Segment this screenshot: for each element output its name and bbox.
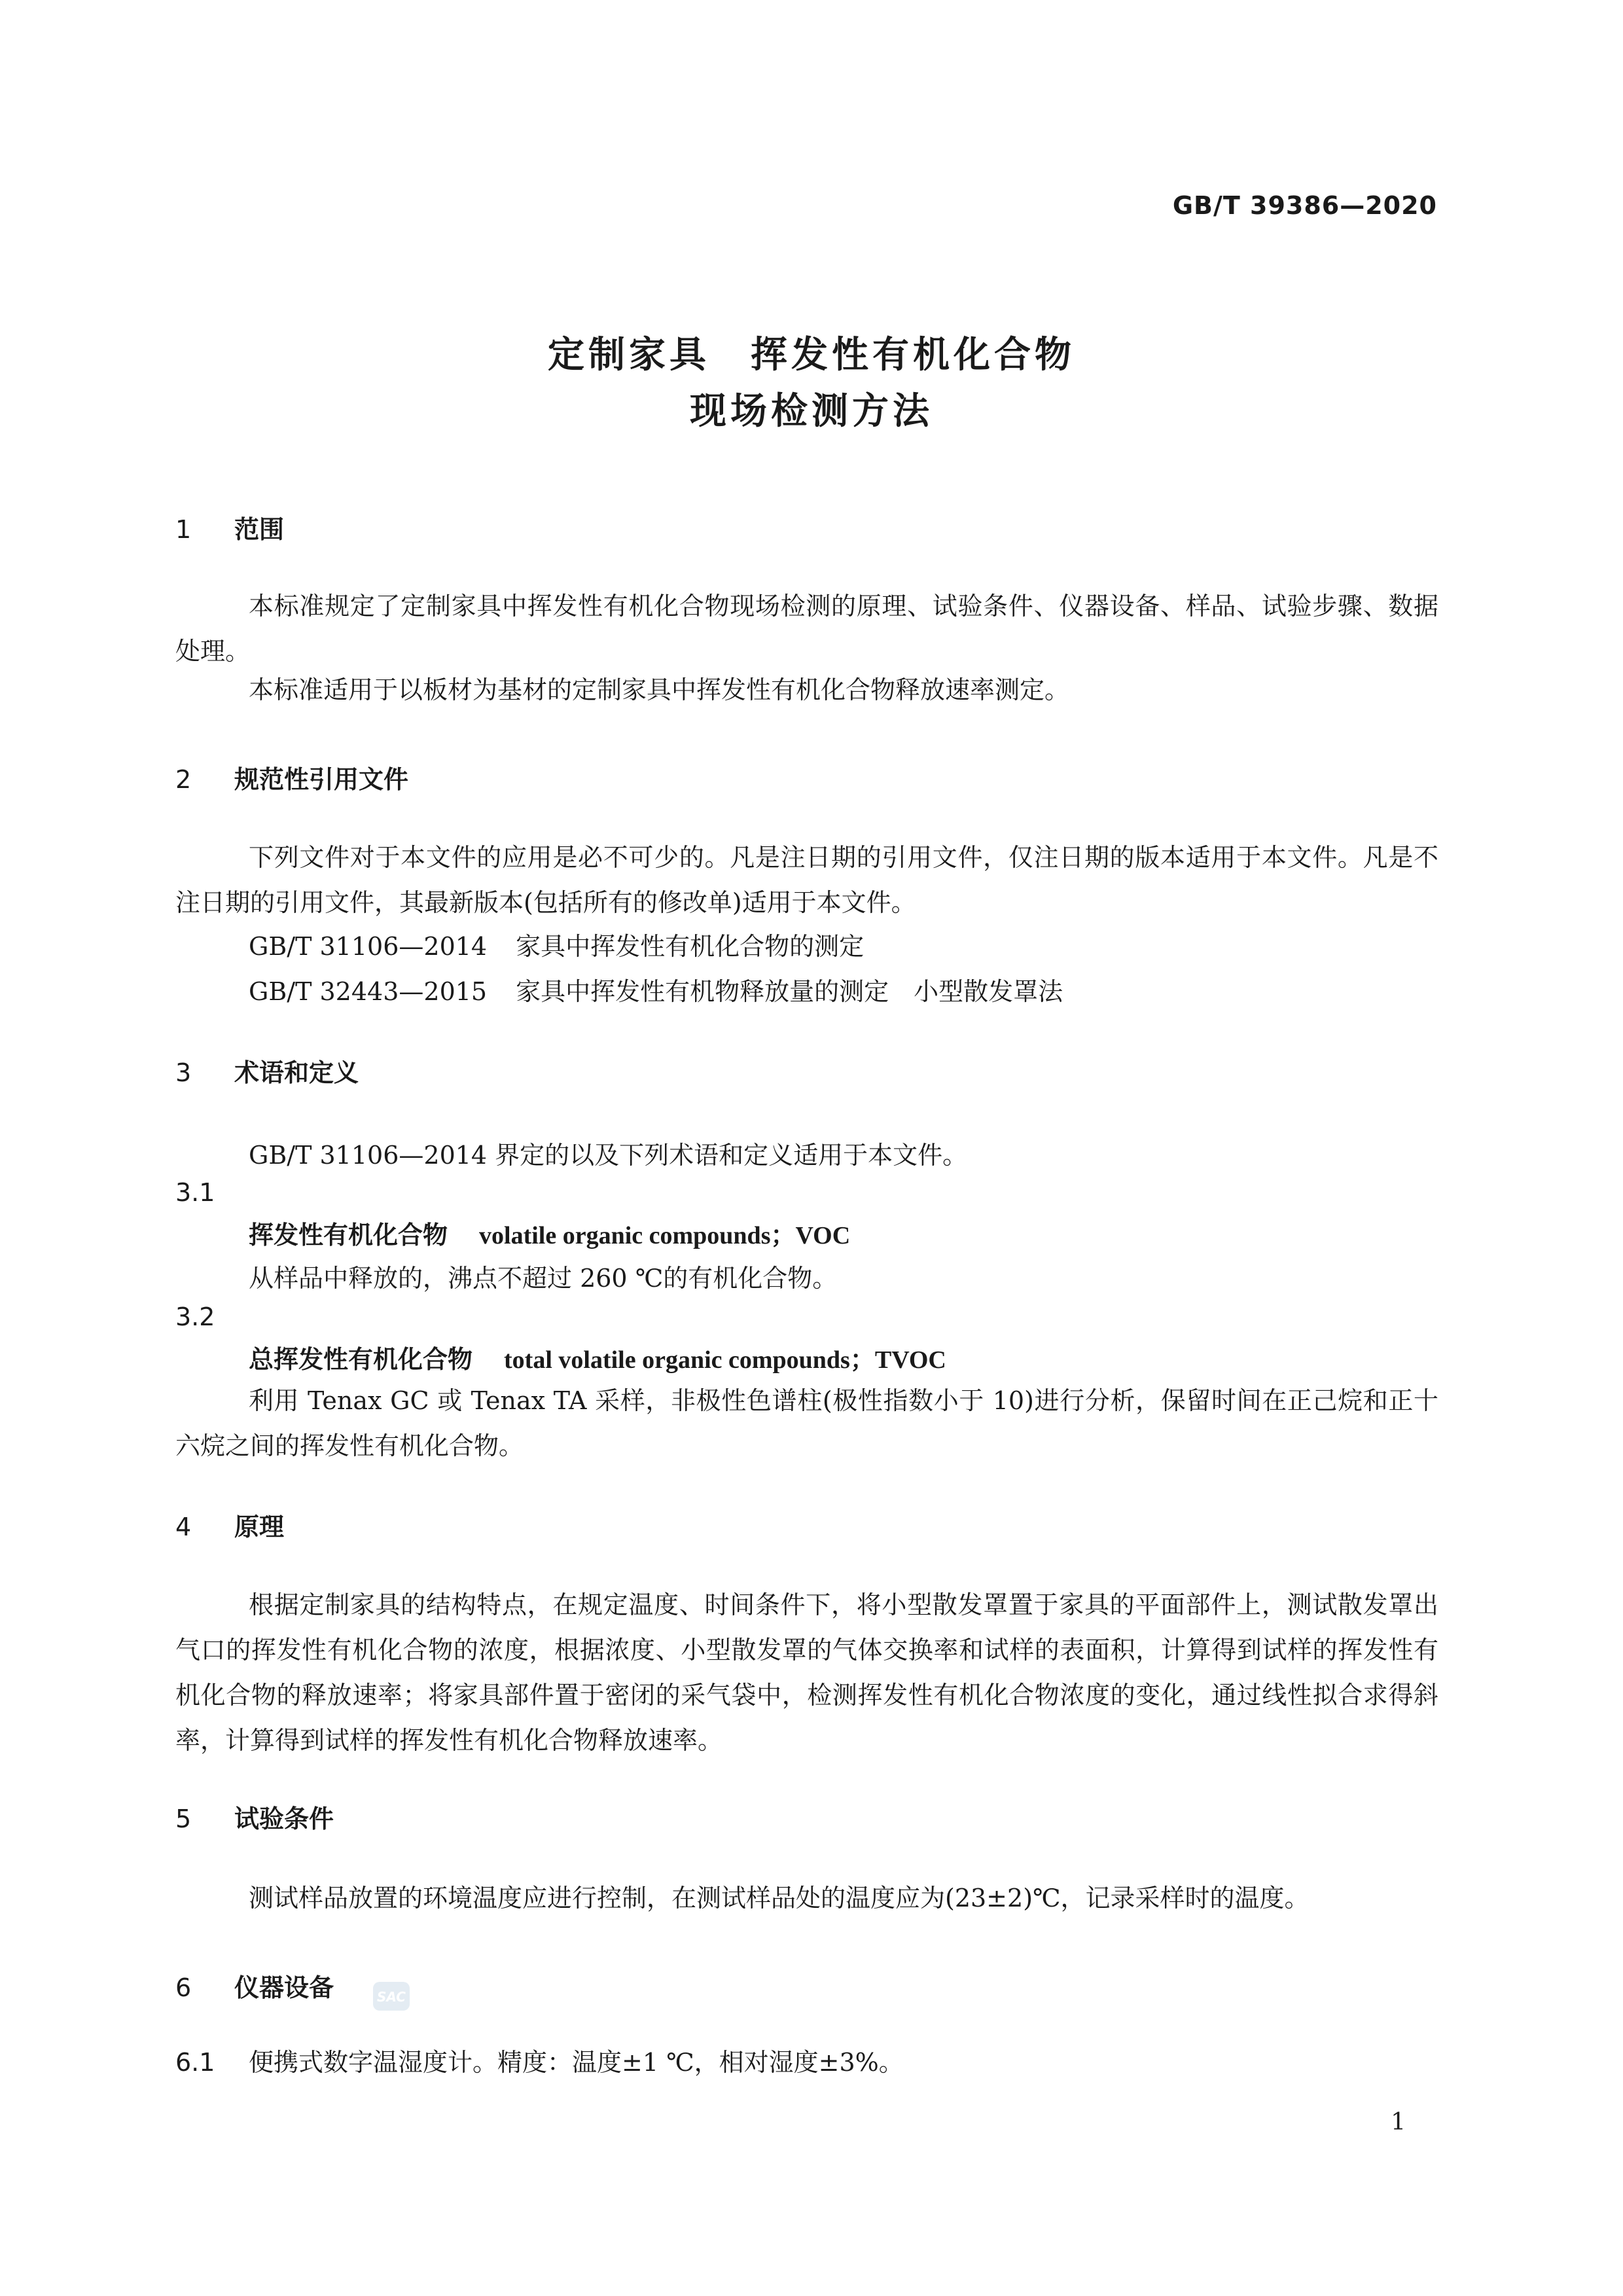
reference-code: GB/T 32443—2015 — [249, 977, 488, 1006]
section-2-paragraph-1: 下列文件对于本文件的应用是必不可少的。凡是注日期的引用文件，仅注日期的版本适用于本文件。凡是不注日期的引用文件，其最新版本(包括所有的修改单)适用于本文件。 — [175, 843, 1438, 917]
document-title-line2: 现场检测方法 — [690, 390, 933, 433]
term-number: 3.1 — [175, 1178, 215, 1207]
reference-item — [249, 926, 864, 962]
section-1-paragraph-1: 本标准规定了定制家具中挥发性有机化合物现场检测的原理、试验条件、仪器设备、样品、试验步骤、数据处理。 — [175, 592, 1438, 666]
section-6-heading — [175, 1967, 334, 2003]
item-text: 便携式数字温湿度计。精度：温度±1 ℃，相对湿度±3%。 — [249, 2048, 904, 2077]
term-zh: 总挥发性有机化合物 — [249, 1345, 473, 1374]
section-2-heading — [175, 759, 408, 795]
section-5-paragraph-1: 测试样品放置的环境温度应进行控制，在测试样品处的温度应为(23±2)℃，记录采样时的温度。 — [249, 1884, 1310, 1912]
section-4-heading — [175, 1507, 284, 1543]
reference-item — [249, 971, 1063, 1007]
section-1-heading — [175, 509, 284, 545]
term-number: 3.2 — [175, 1302, 215, 1331]
section-title: 仪器设备 — [234, 1973, 334, 2002]
section-3-heading — [175, 1052, 359, 1088]
term-heading — [249, 1339, 946, 1375]
reference-title: 家具中挥发性有机化合物的测定 — [516, 932, 865, 961]
section-title: 规范性引用文件 — [234, 765, 409, 794]
section-4-paragraph-1: 根据定制家具的结构特点，在规定温度、时间条件下，将小型散发罩置于家具的平面部件上，测试散发罩出气口的挥发性有机化合物的浓度，根据浓度、小型散发罩的气体交换率和试样的表面积，计算得到试样的挥发性有机化合物的释放速率；将家具部件置于密闭的采气袋中，检测挥发性有机化合物浓度的变化，通过线性拟合求得斜率，计算得到试样的挥发性有机化合物释放速率。 — [175, 1590, 1438, 1755]
section-title: 术语和定义 — [234, 1058, 359, 1087]
section-number: 6 — [175, 1973, 192, 2002]
section-5-heading — [175, 1799, 334, 1835]
section-number: 2 — [175, 765, 192, 794]
section-number: 5 — [175, 1804, 192, 1833]
reference-title: 家具中挥发性有机物释放量的测定 小型散发罩法 — [516, 977, 1063, 1006]
item-number: 6.1 — [175, 2048, 215, 2077]
document-title-line1: 定制家具 挥发性有机化合物 — [548, 334, 1075, 376]
term-heading — [249, 1215, 850, 1251]
section-1-paragraph-2: 本标准适用于以板材为基材的定制家具中挥发性有机化合物释放速率测定。 — [249, 675, 1070, 704]
term-en: total volatile organic compounds；TVOC — [504, 1346, 946, 1374]
term-definition: 利用 Tenax GC 或 Tenax TA 采样，非极性色谱柱(极性指数小于 10)进行分析，保留时间在正己烷和正十六烷之间的挥发性有机化合物。 — [175, 1386, 1438, 1460]
svg-text:SAC: SAC — [377, 1989, 406, 2005]
page-number: 1 — [1391, 2109, 1406, 2136]
standard-number: GB/T 39386—2020 — [1172, 191, 1437, 220]
section-number: 4 — [175, 1513, 192, 1541]
section-number: 3 — [175, 1058, 192, 1087]
term-definition: 从样品中释放的，沸点不超过 260 ℃的有机化合物。 — [249, 1264, 838, 1293]
term-en: volatile organic compounds；VOC — [479, 1222, 851, 1249]
section-title: 范围 — [234, 515, 285, 544]
section-3-paragraph-1: GB/T 31106—2014 界定的以及下列术语和定义适用于本文件。 — [249, 1141, 968, 1170]
reference-code: GB/T 31106—2014 — [249, 932, 488, 961]
section-title: 原理 — [234, 1513, 285, 1541]
sac-watermark-logo — [370, 1979, 412, 2013]
section-number: 1 — [175, 515, 192, 544]
term-zh: 挥发性有机化合物 — [249, 1221, 448, 1249]
item-6-1 — [175, 2042, 904, 2078]
section-title: 试验条件 — [234, 1804, 334, 1833]
